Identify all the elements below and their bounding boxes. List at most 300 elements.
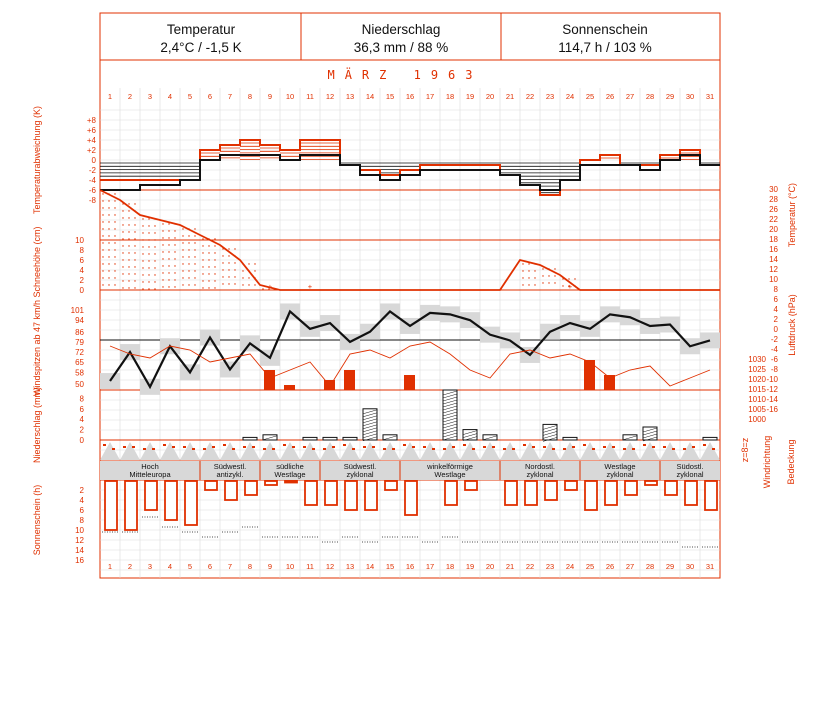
day-label-top: 2 bbox=[127, 92, 133, 101]
snow-dot bbox=[108, 263, 109, 264]
snow-marker: + bbox=[567, 282, 573, 291]
snow-dot bbox=[134, 287, 135, 288]
snow-dot bbox=[134, 273, 135, 274]
snow-dot bbox=[522, 284, 523, 285]
temp-right-tick: -6 bbox=[770, 355, 778, 364]
snow-dot bbox=[162, 251, 163, 252]
wind-direction-dot bbox=[192, 448, 195, 450]
sunshine-tick: 12 bbox=[75, 536, 84, 545]
day-label-bottom: 8 bbox=[247, 562, 253, 571]
snow-depth-panel bbox=[100, 190, 720, 291]
wind-direction-dot bbox=[623, 448, 626, 450]
snow-dot bbox=[228, 248, 229, 249]
snow-dot bbox=[134, 266, 135, 267]
snow-dot bbox=[208, 245, 209, 246]
wind-direction-dot bbox=[172, 446, 175, 448]
snow-dot bbox=[122, 217, 123, 218]
cover-triangle bbox=[500, 442, 520, 460]
day-label-bottom: 25 bbox=[585, 562, 595, 571]
wind-direction-dot bbox=[223, 444, 226, 446]
pressure-tick: 1010 bbox=[748, 395, 766, 404]
snow-dot bbox=[168, 286, 169, 287]
cover-triangle bbox=[680, 442, 700, 460]
wind-direction-dot bbox=[583, 444, 586, 446]
wind-direction-dot bbox=[243, 446, 246, 448]
day-label-top: 21 bbox=[505, 92, 515, 101]
snow-dot bbox=[148, 225, 149, 226]
snow-dot bbox=[122, 287, 123, 288]
snow-dot bbox=[142, 253, 143, 254]
precip-bar bbox=[343, 437, 357, 440]
wind-direction-dot bbox=[232, 448, 235, 450]
snow-dot bbox=[214, 280, 215, 281]
snow-dot bbox=[228, 255, 229, 256]
snow-dot bbox=[234, 269, 235, 270]
snow-dot bbox=[528, 263, 529, 264]
snow-dot bbox=[122, 231, 123, 232]
sunshine-bar bbox=[105, 481, 117, 530]
snow-dot bbox=[102, 249, 103, 250]
sunshine-tick: 10 bbox=[75, 526, 84, 535]
wind-direction-dot bbox=[203, 448, 206, 450]
wind-direction-dot bbox=[432, 448, 435, 450]
day-labels-bottom bbox=[108, 562, 714, 571]
temp-right-tick: 0 bbox=[773, 325, 778, 334]
snow-dot bbox=[108, 270, 109, 271]
snow-dot bbox=[214, 252, 215, 253]
snow-dot bbox=[134, 280, 135, 281]
snow-dot bbox=[188, 242, 189, 243]
cover-label: Bedeckung bbox=[786, 439, 796, 485]
temp-right-tick: 8 bbox=[773, 285, 778, 294]
pressure-tick: 1030 bbox=[748, 355, 766, 364]
wind-direction-dot bbox=[263, 448, 266, 450]
snow-dot bbox=[114, 193, 115, 194]
snow-dot bbox=[122, 245, 123, 246]
wind-direction-dot bbox=[423, 446, 426, 448]
day-label-top: 26 bbox=[605, 92, 615, 101]
snow-dot bbox=[128, 287, 129, 288]
day-label-bottom: 30 bbox=[685, 562, 695, 571]
temp-right-tick: -12 bbox=[766, 385, 778, 394]
sunshine-bar bbox=[385, 481, 397, 490]
snow-dot bbox=[128, 217, 129, 218]
day-label-top: 30 bbox=[685, 92, 695, 101]
temp-right-tick: 28 bbox=[769, 195, 778, 204]
snow-dot bbox=[128, 266, 129, 267]
snow-dot bbox=[522, 277, 523, 278]
precip-bar bbox=[303, 437, 317, 440]
snow-dot bbox=[208, 266, 209, 267]
snow-dot bbox=[168, 223, 169, 224]
snow-dot bbox=[102, 270, 103, 271]
day-label-bottom: 24 bbox=[565, 562, 575, 571]
wind-direction-dot bbox=[512, 448, 515, 450]
snow-dot bbox=[162, 230, 163, 231]
snow-dot bbox=[108, 284, 109, 285]
month-title: MÄRZ 1963 bbox=[327, 68, 483, 82]
snow-dot bbox=[528, 270, 529, 271]
snow-dot bbox=[134, 252, 135, 253]
snow-dot bbox=[102, 193, 103, 194]
snow-dot bbox=[128, 238, 129, 239]
snow-dot bbox=[148, 218, 149, 219]
sunshine-bar bbox=[405, 481, 417, 515]
snow-dot bbox=[114, 284, 115, 285]
precip-bar bbox=[243, 437, 257, 440]
wind-direction-dot bbox=[672, 448, 675, 450]
snow-dot bbox=[102, 277, 103, 278]
snow-dot bbox=[254, 284, 255, 285]
snow-dot bbox=[174, 265, 175, 266]
day-label-bottom: 26 bbox=[605, 562, 615, 571]
temp-right-tick: -2 bbox=[770, 335, 778, 344]
precip-tick: 6 bbox=[79, 404, 84, 414]
snow-dot bbox=[108, 235, 109, 236]
red-event-bar bbox=[404, 375, 415, 390]
temp-right-tick: -16 bbox=[766, 405, 778, 414]
snow-dot bbox=[208, 280, 209, 281]
wind-direction-dot bbox=[472, 448, 475, 450]
snow-dot bbox=[202, 280, 203, 281]
snow-dot bbox=[542, 282, 543, 283]
snow-dot bbox=[102, 284, 103, 285]
sunshine-bar bbox=[205, 481, 217, 490]
wind-direction-dot bbox=[392, 448, 395, 450]
wind-tick: 101 bbox=[70, 306, 84, 315]
day-label-top: 8 bbox=[247, 92, 253, 101]
sunshine-bar bbox=[665, 481, 677, 495]
snow-dot bbox=[174, 237, 175, 238]
snow-dot bbox=[114, 270, 115, 271]
snow-tick: 4 bbox=[79, 266, 84, 275]
snow-dot bbox=[574, 278, 575, 279]
temp-anomaly-positive-line bbox=[100, 140, 720, 195]
cover-triangle bbox=[540, 442, 560, 460]
snow-dot bbox=[242, 270, 243, 271]
wind-cover-symbols: z=8=z bbox=[740, 437, 750, 463]
wind-direction-dot bbox=[323, 448, 326, 450]
precip-tick: 2 bbox=[79, 425, 84, 435]
day-label-top: 20 bbox=[485, 92, 495, 101]
day-label-bottom: 19 bbox=[465, 562, 475, 571]
temp-anomaly-tick: 0 bbox=[91, 156, 96, 165]
temp-right-tick: 30 bbox=[769, 185, 778, 194]
snow-dot bbox=[168, 265, 169, 266]
weather-type-label: Hoch bbox=[141, 462, 159, 471]
day-label-bottom: 16 bbox=[405, 562, 415, 571]
wind-tick: 79 bbox=[75, 337, 84, 347]
snow-dot bbox=[142, 260, 143, 261]
snow-dot bbox=[128, 224, 129, 225]
snow-dot bbox=[108, 277, 109, 278]
sunshine-bar bbox=[245, 481, 257, 495]
snow-dot bbox=[214, 259, 215, 260]
snow-dot bbox=[108, 207, 109, 208]
snow-dot bbox=[242, 277, 243, 278]
snow-dot bbox=[168, 251, 169, 252]
snow-dot bbox=[102, 263, 103, 264]
sunshine-bar bbox=[525, 481, 537, 505]
snow-dot bbox=[142, 281, 143, 282]
red-event-bar bbox=[604, 375, 615, 390]
snow-dot bbox=[174, 230, 175, 231]
snow-dot bbox=[228, 262, 229, 263]
day-label-bottom: 20 bbox=[485, 562, 495, 571]
wind-direction-dot bbox=[652, 446, 655, 448]
snow-dot bbox=[122, 252, 123, 253]
snow-dot bbox=[528, 277, 529, 278]
day-label-top: 9 bbox=[267, 92, 273, 101]
sunshine-bar bbox=[505, 481, 517, 505]
sunshine-tick: 14 bbox=[75, 546, 84, 555]
snow-dot bbox=[568, 278, 569, 279]
snow-dot bbox=[534, 284, 535, 285]
sunshine-bar bbox=[685, 481, 697, 505]
wind-direction-dot bbox=[272, 448, 275, 450]
day-label-top: 23 bbox=[545, 92, 555, 101]
weather-type-label: südliche bbox=[276, 462, 304, 471]
cover-triangle bbox=[440, 442, 460, 460]
sunshine-tick: 4 bbox=[79, 496, 84, 505]
snow-dot bbox=[534, 270, 535, 271]
temp-right-tick: 6 bbox=[773, 295, 778, 304]
snow-dot bbox=[154, 232, 155, 233]
day-label-bottom: 6 bbox=[207, 562, 213, 571]
snow-dot bbox=[148, 232, 149, 233]
snow-dot bbox=[162, 279, 163, 280]
snow-dot bbox=[228, 276, 229, 277]
snow-dot bbox=[128, 252, 129, 253]
weather-type-label: zyklonal bbox=[346, 470, 374, 479]
snow-dot bbox=[234, 276, 235, 277]
wind-direction-dot bbox=[152, 448, 155, 450]
day-label-bottom: 1 bbox=[107, 562, 113, 571]
snow-tick: 6 bbox=[79, 256, 84, 265]
temp-right-tick: 22 bbox=[769, 215, 778, 224]
wind-direction-dot bbox=[352, 448, 355, 450]
cover-triangle bbox=[420, 442, 440, 460]
temp-right-tick: 18 bbox=[769, 235, 778, 244]
snow-marker: + bbox=[307, 282, 313, 291]
wind-direction-dot bbox=[383, 448, 386, 450]
day-label-bottom: 4 bbox=[167, 562, 173, 571]
sunshine-bar bbox=[465, 481, 477, 490]
snow-dot bbox=[182, 228, 183, 229]
snow-dot bbox=[108, 214, 109, 215]
cover-triangle bbox=[140, 442, 160, 460]
snow-dot bbox=[168, 258, 169, 259]
sunshine-axis-label: Sonnenschein (h) bbox=[32, 484, 42, 556]
wind-direction-dot bbox=[632, 448, 635, 450]
weather-type-label: winkelförmige bbox=[427, 462, 473, 471]
wind-direction-dot bbox=[372, 446, 375, 448]
snow-dot bbox=[214, 287, 215, 288]
sunshine-bar bbox=[225, 481, 237, 500]
snow-dot bbox=[148, 239, 149, 240]
snow-dot bbox=[128, 273, 129, 274]
cover-triangle bbox=[480, 442, 500, 460]
header-temp-title: Temperatur bbox=[166, 22, 236, 37]
day-label-top: 25 bbox=[585, 92, 595, 101]
snow-dot bbox=[114, 249, 115, 250]
precip-bar bbox=[323, 437, 337, 440]
snow-dot bbox=[554, 268, 555, 269]
wind-direction-dot bbox=[103, 444, 106, 446]
temperature-anomaly-panel bbox=[100, 140, 720, 195]
temp-anomaly-tick: -4 bbox=[88, 176, 96, 185]
temp-anomaly-tick: +6 bbox=[86, 126, 96, 135]
snow-dot bbox=[188, 263, 189, 264]
snow-dot bbox=[222, 283, 223, 284]
snow-dot bbox=[522, 270, 523, 271]
sunshine-bar bbox=[625, 481, 637, 495]
snow-dot bbox=[194, 270, 195, 271]
snow-dot bbox=[202, 245, 203, 246]
weather-type-label: zyklonal bbox=[606, 470, 634, 479]
snow-dot bbox=[128, 203, 129, 204]
snow-dot bbox=[102, 256, 103, 257]
wind-direction-dot bbox=[563, 448, 566, 450]
snow-tick: 8 bbox=[79, 246, 84, 255]
snow-dot bbox=[222, 262, 223, 263]
wind-direction-dot bbox=[532, 446, 535, 448]
temp-right-tick: 4 bbox=[773, 305, 778, 314]
precip-bar bbox=[563, 437, 577, 440]
day-label-top: 31 bbox=[705, 92, 715, 101]
snow-dot bbox=[162, 286, 163, 287]
sunshine-bar bbox=[125, 481, 137, 530]
precip-bar bbox=[703, 437, 717, 440]
snow-dot bbox=[214, 273, 215, 274]
snow-dot bbox=[222, 255, 223, 256]
cover-triangle bbox=[240, 442, 260, 460]
day-label-bottom: 5 bbox=[187, 562, 193, 571]
cover-triangle bbox=[600, 442, 620, 460]
snow-dot bbox=[208, 259, 209, 260]
snow-dot bbox=[122, 266, 123, 267]
snow-dot bbox=[142, 246, 143, 247]
day-label-bottom: 7 bbox=[227, 562, 233, 571]
weather-type-label: Nordostl. bbox=[524, 462, 556, 471]
snow-dot bbox=[148, 253, 149, 254]
sunshine-bar bbox=[585, 481, 597, 510]
snow-dot bbox=[188, 270, 189, 271]
day-label-top: 14 bbox=[365, 92, 375, 101]
temp-anomaly-tick: -2 bbox=[88, 166, 96, 175]
snow-dot bbox=[174, 279, 175, 280]
snow-dot bbox=[182, 249, 183, 250]
temp-right-tick: 2 bbox=[773, 315, 778, 324]
snow-dot bbox=[194, 277, 195, 278]
snow-dot bbox=[142, 274, 143, 275]
day-label-bottom: 12 bbox=[325, 562, 335, 571]
snow-dot bbox=[102, 207, 103, 208]
snow-dot bbox=[202, 287, 203, 288]
temp-right-tick: -4 bbox=[770, 345, 778, 354]
sunshine-bar bbox=[565, 481, 577, 490]
snow-dot bbox=[114, 228, 115, 229]
wind-direction-dot bbox=[643, 444, 646, 446]
sunshine-bar bbox=[365, 481, 377, 510]
snow-dot bbox=[168, 279, 169, 280]
precip-tick: 0 bbox=[79, 436, 84, 445]
snow-dot bbox=[168, 244, 169, 245]
temp-right-tick: 14 bbox=[769, 255, 778, 264]
snow-dot bbox=[122, 273, 123, 274]
sunshine-tick: 2 bbox=[79, 486, 84, 495]
day-label-top: 7 bbox=[227, 92, 233, 101]
temp-anomaly-tick: -8 bbox=[88, 196, 96, 205]
snow-dot bbox=[142, 232, 143, 233]
sunshine-bar bbox=[705, 481, 717, 510]
snow-dot bbox=[102, 221, 103, 222]
day-label-top: 10 bbox=[285, 92, 295, 101]
snow-dot bbox=[102, 242, 103, 243]
snow-dot bbox=[102, 214, 103, 215]
snow-tick: 2 bbox=[79, 276, 84, 285]
wind-direction-dot bbox=[312, 448, 315, 450]
wind-direction-dot bbox=[132, 446, 135, 448]
cover-triangle bbox=[360, 442, 380, 460]
snow-dot bbox=[134, 238, 135, 239]
snow-dot bbox=[142, 239, 143, 240]
snow-dot bbox=[162, 265, 163, 266]
day-label-top: 27 bbox=[625, 92, 635, 101]
snow-dot bbox=[108, 249, 109, 250]
snow-dot bbox=[168, 230, 169, 231]
wind-axis-label: Windspitzen ab 47 km/h bbox=[32, 299, 42, 397]
snow-dot bbox=[548, 275, 549, 276]
wind-tick: 50 bbox=[75, 379, 84, 389]
snow-dot bbox=[134, 217, 135, 218]
sunshine-bar bbox=[605, 481, 617, 505]
wind-direction-dot bbox=[112, 448, 115, 450]
cover-triangle bbox=[180, 442, 200, 460]
wind-direction-dot bbox=[332, 446, 335, 448]
snow-dot bbox=[142, 288, 143, 289]
day-label-bottom: 21 bbox=[505, 562, 515, 571]
wind-direction-dot bbox=[343, 444, 346, 446]
sunshine-bar bbox=[445, 481, 457, 505]
day-label-top: 13 bbox=[345, 92, 355, 101]
snow-dot bbox=[202, 238, 203, 239]
snow-dot bbox=[122, 238, 123, 239]
snow-dot bbox=[114, 221, 115, 222]
header-precip-value: 36,3 mm / 88 % bbox=[353, 40, 449, 55]
cover-triangle bbox=[320, 442, 340, 460]
day-label-bottom: 31 bbox=[705, 562, 715, 571]
snow-axis-label: Schneehöhe (cm) bbox=[32, 226, 42, 298]
snow-dot bbox=[148, 246, 149, 247]
day-label-bottom: 22 bbox=[525, 562, 535, 571]
snow-dot bbox=[114, 263, 115, 264]
snow-dot bbox=[182, 277, 183, 278]
snow-dot bbox=[148, 267, 149, 268]
weather-type-label: Südwestl. bbox=[213, 462, 247, 471]
day-label-top: 6 bbox=[207, 92, 213, 101]
snow-dot bbox=[254, 270, 255, 271]
header-sun-title: Sonnenschein bbox=[562, 22, 648, 37]
snow-dot bbox=[154, 288, 155, 289]
day-label-bottom: 28 bbox=[645, 562, 655, 571]
wind-tick: 65 bbox=[75, 358, 84, 368]
snow-dot bbox=[142, 267, 143, 268]
snow-dot bbox=[182, 242, 183, 243]
snow-dot bbox=[254, 263, 255, 264]
day-label-bottom: 27 bbox=[625, 562, 635, 571]
wind-direction-dot bbox=[443, 448, 446, 450]
